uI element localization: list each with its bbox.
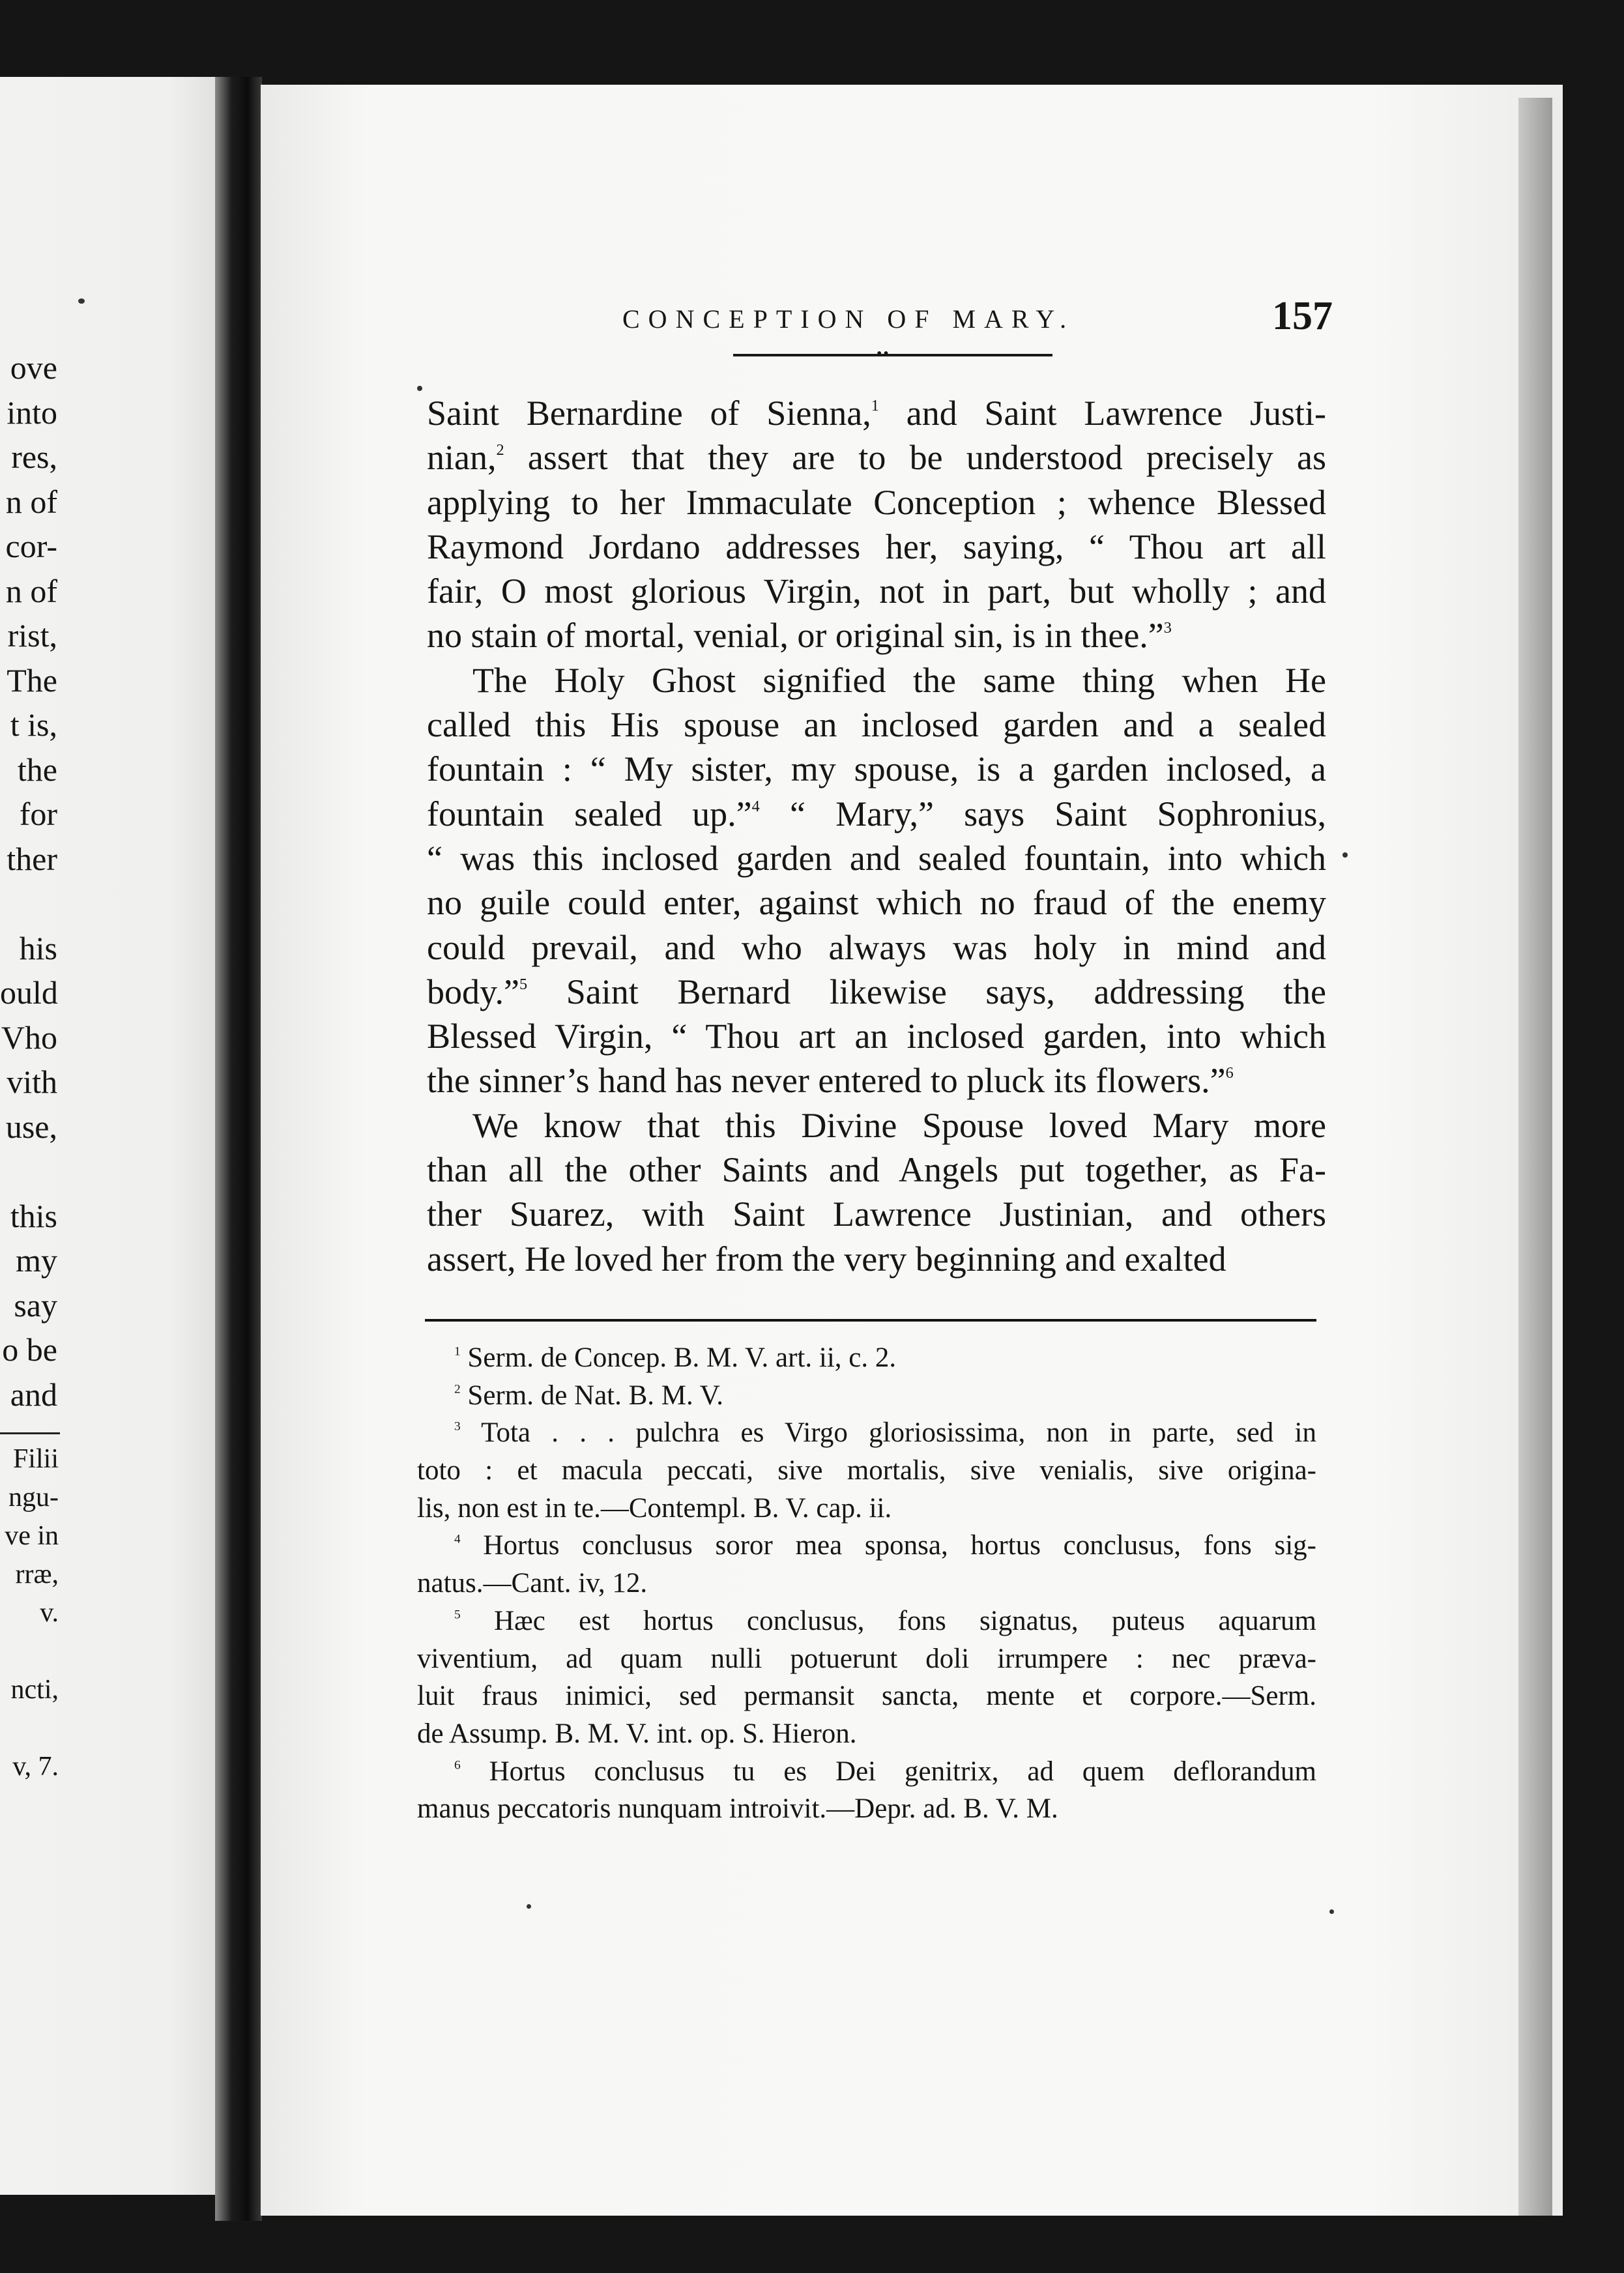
- facing-page-fragment: ther: [7, 840, 57, 877]
- scan-speck: [527, 1904, 531, 1909]
- facing-page-note-fragment: ncti,: [10, 1675, 59, 1705]
- footnote-marker: 2: [454, 1382, 461, 1397]
- facing-page-text: [0, 345, 57, 1417]
- body-line: no guile could enter, against which no fraud of the enemy: [427, 883, 1326, 923]
- footnote-line: $^5$ Hæc est hortus conclusus, fons signatus, puteus aquarum: [454, 1605, 1316, 1636]
- facing-page-fragment: use,: [5, 1108, 57, 1145]
- facing-page-fragment: ould: [0, 974, 58, 1011]
- facing-page-footnotes: [0, 1440, 59, 1786]
- body-line: fountain : “ My sister, my spouse, is a garden inclosed, a: [427, 749, 1326, 789]
- footnote-marker: 3: [1163, 619, 1172, 637]
- footnote-line: $^3$ Tota . . . pulchra es Virgo gloriosissima, non in parte, sed in: [454, 1417, 1316, 1449]
- facing-page-fragment: [0, 881, 57, 926]
- facing-page-fragment: res,: [11, 439, 57, 475]
- header-rule: [733, 354, 1052, 356]
- facing-page-fragment: this: [10, 1197, 57, 1234]
- facing-page-note-fragment: rræ,: [15, 1559, 59, 1589]
- body-line: Blessed Virgin, “ Thou art an inclosed garden, into which: [427, 1017, 1326, 1056]
- footnote-marker: 3: [454, 1419, 461, 1434]
- body-line: ther Suarez, with Saint Lawrence Justinian, and others: [427, 1194, 1326, 1234]
- facing-page-fragment: The: [7, 661, 57, 699]
- facing-page-fragment: t is,: [10, 706, 57, 743]
- body-line: called this His spouse an inclosed garden and a sealed: [427, 705, 1326, 745]
- running-head: CONCEPTION OF MARY.: [622, 304, 1075, 334]
- facing-page-note-fragment: v.: [40, 1598, 59, 1628]
- facing-page-fragment: my: [16, 1242, 57, 1279]
- footnote-line: lis, non est in te.—Contempl. B. V. cap. ii.: [417, 1492, 892, 1524]
- footnote-line: $^1$ Serm. de Concep. B. M. V. art. ii, c. 2.: [454, 1342, 897, 1373]
- footnote-marker: 4: [751, 797, 760, 815]
- footnote-line: viventium, ad quam nulli potuerunt doli irrumpere : nec præva-: [417, 1643, 1316, 1674]
- body-line: Saint Bernardine of Sienna,$^1$ and Saint Lawrence Justi-: [427, 394, 1326, 433]
- footnote-line: toto : et macula peccati, sive mortalis, sive venialis, sive origina-: [417, 1455, 1316, 1486]
- footnote-rule: [425, 1319, 1316, 1322]
- footnote-line: manus peccatoris nunquam introivit.—Depr. ad. B. V. M.: [417, 1793, 1058, 1825]
- footnote-line: $^6$ Hortus conclusus tu es Dei genitrix, ad quem deflorandum: [454, 1756, 1316, 1787]
- facing-page-note-fragment: [0, 1632, 59, 1671]
- footnotes: [417, 1339, 1316, 1828]
- body-line: than all the other Saints and Angels put together, as Fa-: [427, 1150, 1326, 1190]
- footnote-marker: 6: [1225, 1064, 1234, 1082]
- facing-page-fragment: Vho: [1, 1019, 57, 1056]
- footnote-marker: 1: [454, 1344, 461, 1359]
- footnote-marker: 1: [871, 397, 879, 415]
- footnote-marker: 4: [454, 1533, 461, 1547]
- footnote-marker: 5: [519, 976, 528, 993]
- body-line: “ was this inclosed garden and sealed fountain, into which: [427, 838, 1326, 878]
- facing-page-fragment: rist,: [7, 617, 57, 654]
- facing-page-fragment: n of: [5, 483, 57, 520]
- book-gutter: [215, 77, 262, 2221]
- facing-page-fragment: his: [19, 929, 57, 966]
- body-line: the sinner’s hand has never entered to pluck its flowers.”$^6$: [427, 1061, 1234, 1101]
- facing-page-fragment: o be: [2, 1331, 57, 1368]
- body-line: fountain sealed up.”$^4$ “ Mary,” says Saint Sophronius,: [427, 794, 1326, 833]
- facing-page-fragment: say: [14, 1286, 57, 1324]
- footnote-marker: 5: [454, 1608, 461, 1622]
- facing-page-fragment: and: [10, 1376, 57, 1413]
- footnote-line: de Assump. B. M. V. int. op. S. Hieron.: [417, 1718, 857, 1749]
- facing-page-note-fragment: v, 7.: [12, 1752, 59, 1782]
- body-line: could prevail, and who always was holy in mind and: [427, 927, 1326, 967]
- body-line: nian,$^2$ assert that they are to be understood precisely as: [427, 438, 1326, 478]
- facing-page-fragment: for: [19, 796, 57, 832]
- body-line: The Holy Ghost signified the same thing when He: [472, 660, 1326, 700]
- facing-page-fragment: cor-: [5, 528, 57, 564]
- facing-page-footnote-rule: [0, 1432, 60, 1434]
- body-line: body.”$^5$ Saint Bernard likewise says, addressing the: [427, 972, 1326, 1011]
- facing-page-note-fragment: ve in: [5, 1521, 59, 1551]
- facing-page-fragment: ove: [10, 349, 57, 386]
- body-line: assert, He loved her from the very beginning and exalted: [427, 1239, 1226, 1279]
- facing-page-fragment: into: [7, 394, 57, 431]
- facing-page-note-fragment: [0, 1709, 59, 1748]
- facing-page-note-fragment: ngu-: [8, 1483, 59, 1513]
- footnote-line: $^4$ Hortus conclusus soror mea sponsa, hortus conclusus, fons sig-: [454, 1530, 1316, 1561]
- body-text: [427, 391, 1326, 1281]
- body-line: applying to her Immaculate Conception ; whence Blessed: [427, 482, 1326, 522]
- footnote-line: $^2$ Serm. de Nat. B. M. V.: [454, 1380, 724, 1411]
- body-line: fair, O most glorious Virgin, not in part, but wholly ; and: [427, 572, 1326, 611]
- page-number: 157: [1272, 294, 1333, 338]
- facing-page-fragment: [0, 1149, 57, 1194]
- facing-page-fragment: the: [17, 751, 57, 788]
- footnote-line: natus.—Cant. iv, 12.: [417, 1568, 648, 1599]
- scan-speck: [78, 298, 85, 304]
- footnote-marker: 2: [496, 441, 504, 459]
- facing-page-fragment: n of: [5, 572, 57, 609]
- facing-page-note-fragment: Filii: [12, 1444, 59, 1474]
- scan-speck: [1329, 1909, 1334, 1914]
- footnote-line: luit fraus inimici, sed permansit sancta, mente et corpore.—Serm.: [417, 1681, 1316, 1712]
- scan-speck: [1342, 852, 1348, 858]
- facing-page-fragment: vith: [7, 1064, 57, 1100]
- scan-speck: [417, 386, 422, 391]
- body-line: no stain of mortal, venial, or original sin, is in thee.”$^3$: [427, 616, 1172, 656]
- page-edge-shadow: [1518, 98, 1552, 2216]
- body-line: Raymond Jordano addresses her, saying, “ Thou art all: [427, 527, 1326, 566]
- header-ornament: ••: [877, 345, 890, 362]
- body-line: We know that this Divine Spouse loved Mary more: [472, 1105, 1326, 1145]
- footnote-marker: 6: [454, 1758, 461, 1773]
